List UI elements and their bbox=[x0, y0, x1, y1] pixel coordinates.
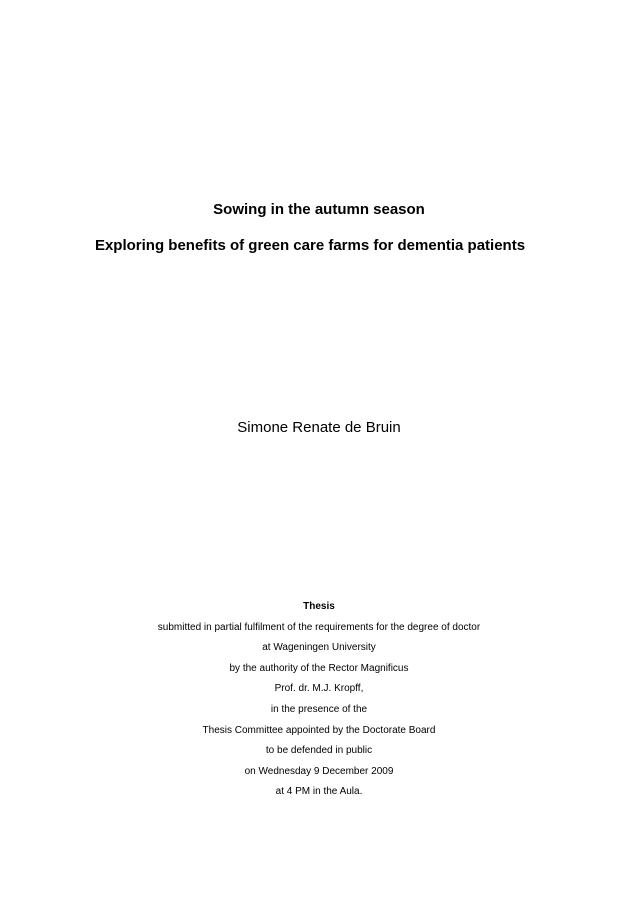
thesis-line: at 4 PM in the Aula. bbox=[275, 786, 363, 798]
thesis-statement bbox=[0, 597, 638, 803]
thesis-line: to be defended in public bbox=[265, 745, 373, 757]
thesis-line: Prof. dr. M.J. Kropff, bbox=[274, 683, 364, 695]
thesis-line: submitted in partial fulfilment of the requirements for the degree of doctor bbox=[157, 621, 481, 633]
thesis-line: in the presence of the bbox=[270, 703, 368, 715]
author-name: Simone Renate de Bruin bbox=[237, 419, 401, 436]
thesis-title: Sowing in the autumn season bbox=[213, 201, 425, 218]
thesis-line: on Wednesday 9 December 2009 bbox=[244, 765, 394, 777]
thesis-line: at Wageningen University bbox=[262, 642, 376, 654]
thesis-subtitle: Exploring benefits of green care farms for dementia patients bbox=[94, 237, 526, 254]
thesis-line: Thesis Committee appointed by the Doctorate Board bbox=[202, 724, 436, 736]
thesis-heading: Thesis bbox=[303, 601, 335, 612]
thesis-line: by the authority of the Rector Magnificus bbox=[229, 662, 409, 674]
